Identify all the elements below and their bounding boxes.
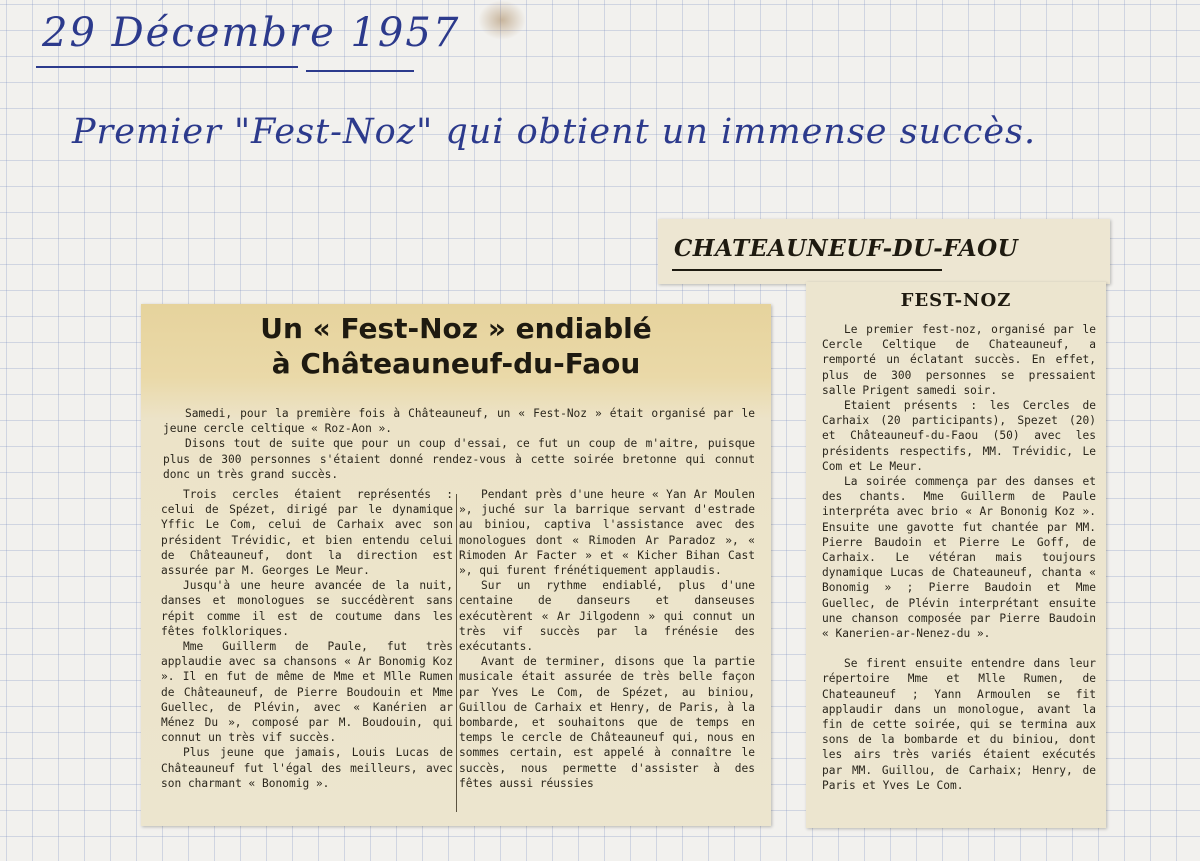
column-b-paragraph: Pendant près d'une heure « Yan Ar Moulen », juché sur la barrique servant d'estrade au biniou, captiva l'assistance avec des monologues dont « Rimoden Ar Paradoz », « Rimoden Ar Facter » et « Kicher Bihan Cast », qui furent frénétiquement applaudis. bbox=[459, 488, 755, 578]
article-headline-line1: Un « Fest-Noz » endiablé bbox=[260, 312, 652, 345]
town-banner: CHATEAUNEUF-DU-FAOU bbox=[674, 235, 1019, 262]
column-a-paragraph: Trois cercles étaient représentés : celui de Spézet, dirigé par le dynamique Yffic Le Com, celui de Carhaix avec son président Trévidic, et bien entendu celui de Châteauneuf, dont la direction est assurée par M. Georges Le Meur. bbox=[161, 488, 453, 578]
right-newspaper-clipping bbox=[806, 282, 1106, 828]
column-a-paragraph: Mme Guillerm de Paule, fut très applaudie avec sa chansons « Ar Bonomig Koz ». Il en fut de même de Mme et Mlle Rumen de Châteauneuf, de Pierre Boudouin et Mme Guellec, de Plévin, avec « Kanérien ar Ménez Du », composé par M. Boudouin, qui connut un très vif succès. bbox=[161, 640, 453, 745]
column-b-paragraph: Avant de terminer, disons que la partie musicale était assurée de très belle façon par Yves Le Com, de Spézet, au biniou, Guillou de Carhaix et Henry, de Paris, à la bombarde, et souhaitons que de temps en temps le cercle de Châteauneuf qui, nous en sommes certain, est appelé à connaître le succès, nous permette d'assister à des fêtes aussi réussies bbox=[459, 655, 755, 790]
paper-stain bbox=[478, 0, 526, 40]
article-column-b bbox=[459, 487, 755, 791]
right-paragraph: La soirée commença par des danses et des chants. Mme Guillerm de Paule interpréta avec brio « Ar Bononig Koz ». Ensuite une gavotte fut chantée par MM. Pierre Baudoin et Pierre Le Goff, de Carhaix. Le vétéran mais toujours dynamique Lucas de Chateauneuf, chanta « Bonomig » ; Pierre Baudoin et Mme Guellec, de Plévin interprétant ensuite une chanson composée par Pierre Baudoin « Kanerien-ar-Nenez-du ». bbox=[822, 475, 1096, 641]
right-clipping-banner bbox=[658, 219, 1110, 284]
banner-underline bbox=[672, 269, 942, 271]
column-a-paragraph: Jusqu'à une heure avancée de la nuit, danses et monologues se succédèrent sans répit comme il est de coutume dans les fêtes folkloriques. bbox=[161, 579, 453, 638]
right-article-body bbox=[822, 322, 1096, 793]
intro-paragraph: Disons tout de suite que pour un coup d'essai, ce fut un coup de m'aitre, puisque plus de 300 personnes s'étaient donné rendez-vous à cette soirée bretonne qui connut donc un très grand succès. bbox=[163, 437, 755, 481]
intro-paragraph: Samedi, pour la première fois à Châteauneuf, un « Fest-Noz » était organisé par le jeune cercle celtique « Roz-Aon ». bbox=[163, 407, 755, 436]
date-underline-2 bbox=[306, 70, 414, 72]
paragraph-gap bbox=[822, 641, 1096, 656]
article-column-a bbox=[161, 487, 453, 791]
right-paragraph: Etaient présents : les Cercles de Carhaix (20 participants), Spezet (20) et Châteauneuf-du-Faou (50) avec les présidents respectifs, MM. Trévidic, Le Com et Le Meur. bbox=[822, 399, 1096, 473]
left-newspaper-clipping bbox=[141, 304, 771, 826]
column-divider bbox=[456, 494, 457, 812]
fest-noz-title: FEST-NOZ bbox=[900, 290, 1012, 311]
date-underline-1 bbox=[36, 66, 298, 68]
article-intro bbox=[163, 406, 755, 482]
right-paragraph: Se firent ensuite entendre dans leur répertoire Mme et Mlle Rumen, de Chateauneuf ; Yann Armoulen se fit applaudir dans un monologue, avant la fin de cette soirée, qui se termina aux sons de la bombarde et du biniou, dont les airs très variés étaient exécutés par MM. Guillou, de Carhaix; Henry, de Paris et Yves Le Com. bbox=[822, 657, 1096, 792]
handwritten-date: 29 Décembre 1957 bbox=[42, 10, 461, 56]
handwritten-caption: Premier "Fest-Noz" qui obtient un immense succès. bbox=[72, 112, 1037, 152]
column-b-paragraph: Sur un rythme endiablé, plus d'une centaine de danseurs et danseuses exécutèrent « Ar Jilgodenn » qui connut un très vif succès par la frénésie des exécutants. bbox=[459, 579, 755, 654]
article-headline-line2: à Châteauneuf-du-Faou bbox=[271, 347, 641, 380]
right-paragraph: Le premier fest-noz, organisé par le Cercle Celtique de Chateauneuf, a remporté un éclatant succès. En effet, plus de 300 personnes se pressaient salle Prigent samedi soir. bbox=[822, 323, 1096, 397]
column-a-paragraph: Plus jeune que jamais, Louis Lucas de Châteauneuf fut l'égal des meilleurs, avec son charmant « Bonomig ». bbox=[161, 746, 453, 790]
